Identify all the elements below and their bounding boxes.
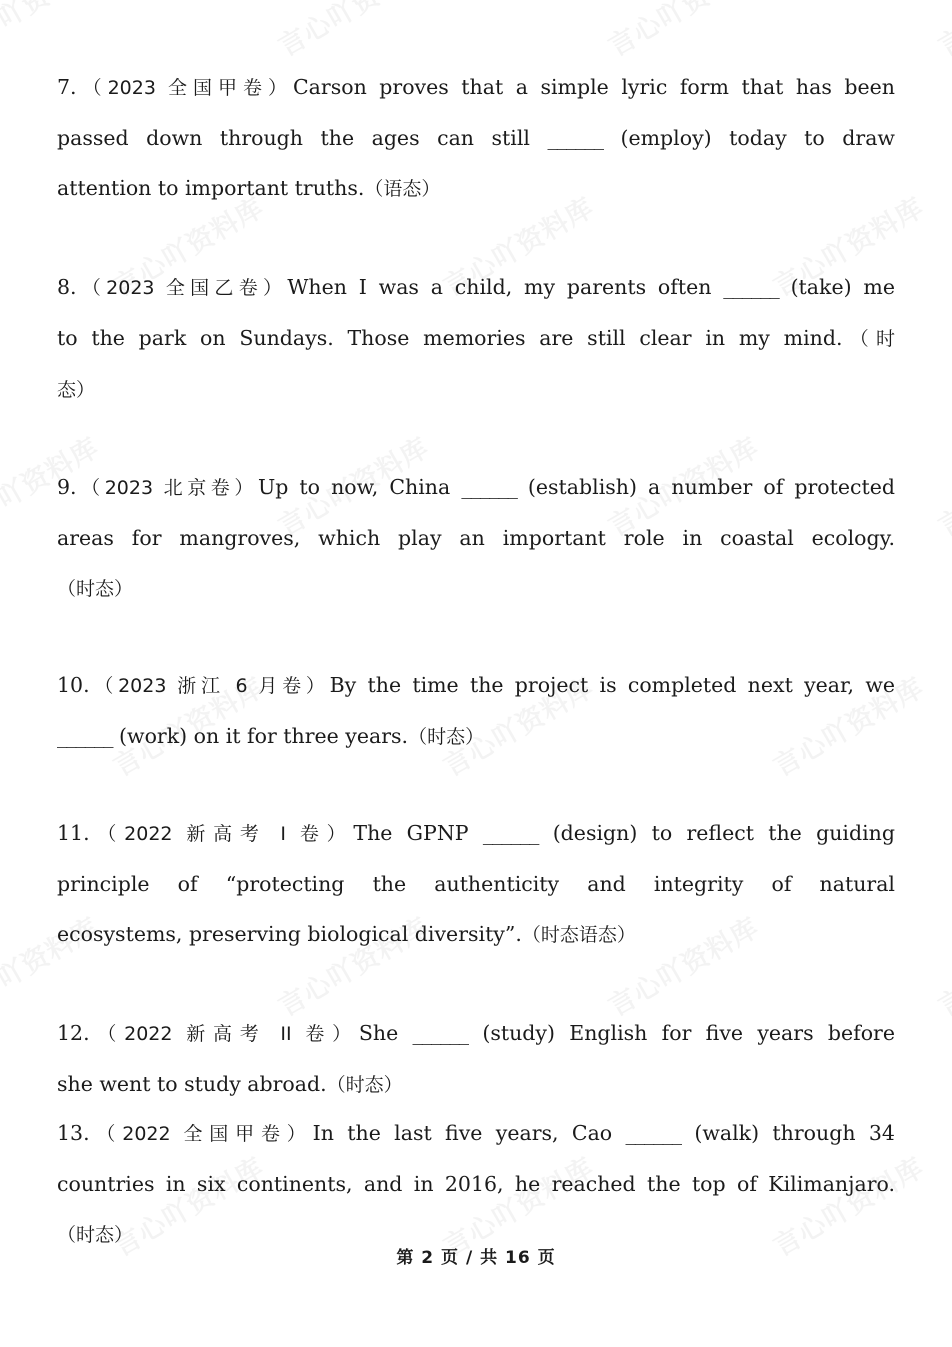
grammar-tag: （时 [842, 328, 895, 350]
question-text: By the time the project is completed next year, we [329, 673, 895, 697]
page-number: 第 2 页 / 共 16 页 [396, 1248, 556, 1268]
question-cue: (take) me [790, 275, 895, 299]
question-line [57, 1108, 895, 1159]
answer-blank[interactable]: ______ [482, 821, 539, 845]
question-source: （2023 浙江 6 月卷） [89, 675, 330, 697]
question-cue: (walk) through 34 [694, 1121, 895, 1145]
question-cue: (study) English for five years before [482, 1021, 895, 1045]
question-line [57, 1008, 895, 1059]
question-line [57, 113, 895, 163]
question-item-7 [57, 62, 895, 214]
question-line [57, 513, 895, 563]
question-line [57, 1159, 895, 1209]
question-line [57, 859, 895, 909]
question-line [57, 462, 895, 513]
question-text: countries in six continents, and in 2016, he reached the top of Kilimanjaro. [57, 1172, 895, 1196]
question-number: 8. [57, 275, 77, 299]
question-text: She [358, 1021, 399, 1045]
question-text: When I was a child, my parents often [287, 275, 712, 299]
answer-blank[interactable]: ______ [625, 1121, 681, 1145]
question-item-13 [57, 1108, 895, 1260]
question-number: 13. [57, 1121, 90, 1145]
question-item-8 [57, 262, 895, 415]
question-text: ecosystems, preserving biological diversity”. [57, 922, 522, 946]
question-line [57, 909, 895, 960]
question-source: （2022 全国甲卷） [89, 1123, 313, 1145]
question-cue: (work) on it for three years. [119, 724, 409, 748]
answer-blank[interactable]: ______ [723, 275, 779, 299]
question-source: （2023 全国甲卷） [76, 77, 293, 99]
question-text: to the park on Sundays. Those memories are still clear in my mind. [57, 326, 843, 350]
question-item-11 [57, 808, 895, 960]
answer-blank[interactable]: ______ [461, 475, 517, 499]
question-text: In the last five years, Cao [312, 1121, 613, 1145]
question-text: passed down through the ages can still [57, 126, 530, 150]
question-line [57, 62, 895, 113]
question-text: attention to important truths. [57, 176, 365, 200]
question-text: principle of “protecting the authenticity and integrity of natural [57, 872, 895, 896]
question-item-12 [57, 1008, 895, 1110]
question-number: 7. [57, 75, 77, 99]
question-line [57, 262, 895, 313]
grammar-tag: （时态） [326, 1074, 403, 1096]
question-number: 10. [57, 673, 90, 697]
question-number: 11. [57, 821, 90, 845]
answer-blank[interactable]: ______ [57, 724, 113, 748]
question-line [57, 364, 895, 415]
grammar-tag: （时态） [57, 1224, 134, 1246]
question-cue: (design) to reflect the guiding [552, 821, 895, 845]
question-item-10 [57, 660, 895, 762]
question-line [57, 313, 895, 364]
question-cue: (employ) today to draw [620, 126, 895, 150]
question-line [57, 808, 895, 859]
grammar-tag: （时态） [408, 726, 485, 748]
question-source: （2023 北京卷） [76, 477, 258, 499]
question-text: The GPNP [353, 821, 469, 845]
grammar-tag: 态） [57, 379, 96, 401]
question-line [57, 1059, 895, 1110]
question-line [57, 163, 895, 214]
grammar-tag: （时态） [57, 578, 134, 600]
question-item-9 [57, 462, 895, 614]
answer-blank[interactable]: ______ [547, 126, 603, 150]
grammar-tag: （语态） [364, 178, 441, 200]
question-line [57, 563, 895, 614]
question-source: （2022 新高考 II 卷） [89, 1023, 359, 1045]
page-footer [0, 1243, 952, 1268]
question-text: she went to study abroad. [57, 1072, 327, 1096]
question-line [57, 660, 895, 711]
question-source: （2022 新高考 I 卷） [89, 823, 354, 845]
question-text: areas for mangroves, which play an important role in coastal ecology. [57, 526, 895, 550]
question-line [57, 711, 895, 762]
question-number: 9. [57, 475, 77, 499]
grammar-tag: （时态语态） [521, 924, 636, 946]
answer-blank[interactable]: ______ [412, 1021, 469, 1045]
question-text: Carson proves that a simple lyric form that has been [293, 75, 895, 99]
question-text: Up to now, China [257, 475, 451, 499]
question-number: 12. [57, 1021, 90, 1045]
question-source: （2023 全国乙卷） [76, 277, 288, 299]
question-cue: (establish) a number of protected [527, 475, 895, 499]
